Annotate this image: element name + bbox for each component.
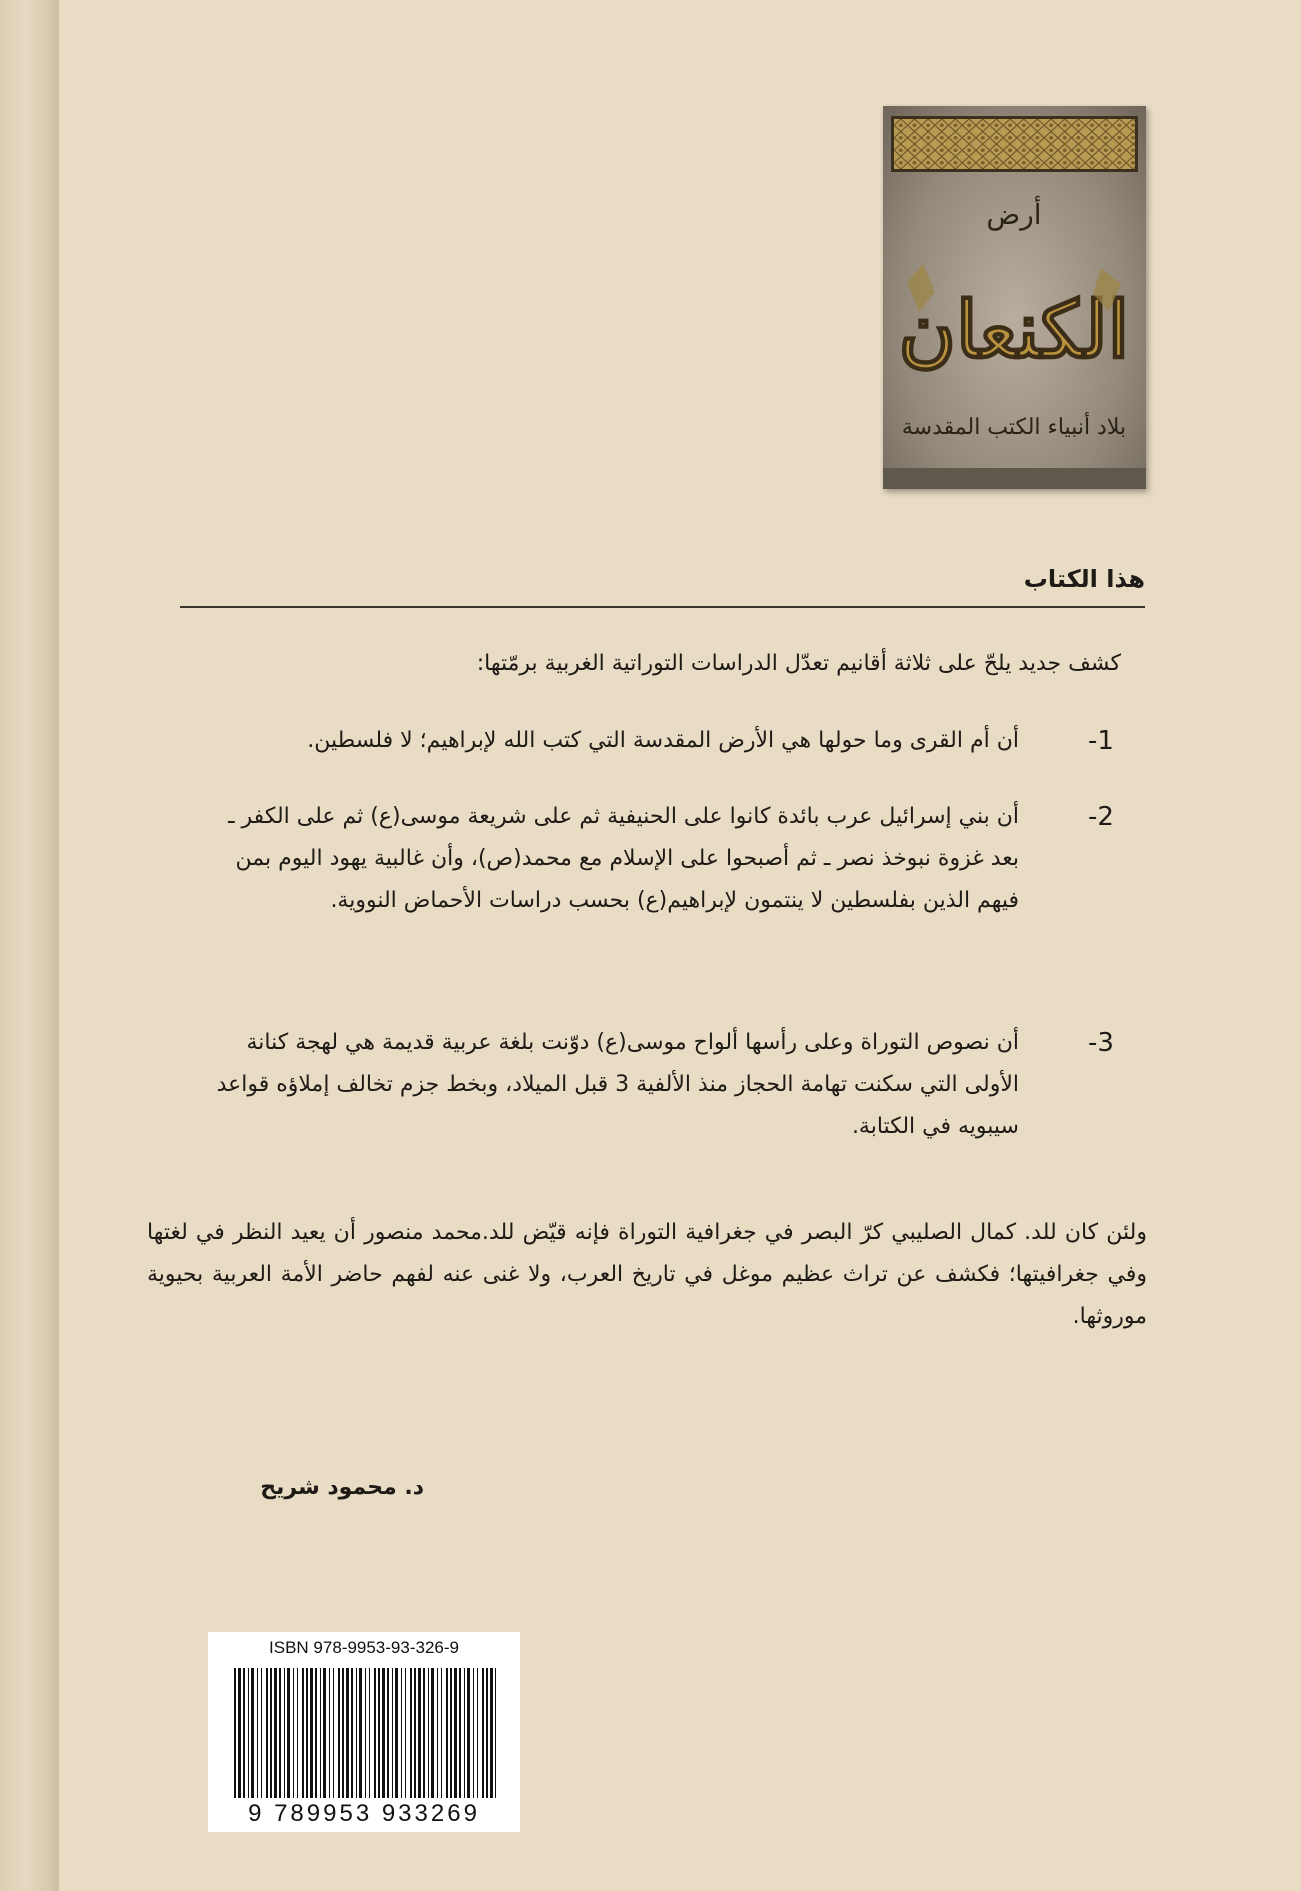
barcode-stripe — [274, 1668, 277, 1798]
cover-subtitle: بلاد أنبياء الكتب المقدسة — [901, 415, 1127, 440]
intro-text: كشف جديد يلحّ على ثلاثة أقانيم تعدّل الدراسات التوراتية الغربية برمّتها: — [476, 651, 1121, 676]
barcode-stripe — [410, 1668, 412, 1798]
section-heading: هذا الكتاب — [1023, 565, 1145, 593]
barcode-stripe — [279, 1668, 281, 1798]
cover-title-main: الكنعان — [898, 285, 1130, 376]
barcode-stripe — [266, 1668, 268, 1798]
cover-thumbnail — [883, 106, 1146, 489]
barcode-stripe — [234, 1668, 236, 1798]
barcode-stripe — [287, 1668, 290, 1798]
item-number-2: -2 — [1088, 802, 1114, 832]
barcode-stripe — [243, 1668, 245, 1798]
barcode-stripe — [329, 1668, 330, 1798]
barcode-digits: 9 789953 933269 — [248, 1800, 480, 1827]
barcode-stripe — [392, 1668, 393, 1798]
barcode-stripe — [378, 1668, 380, 1798]
barcode-stripe — [338, 1668, 340, 1798]
barcode-stripe — [477, 1668, 478, 1798]
barcode-bars — [234, 1668, 496, 1798]
barcode-stripe — [467, 1668, 470, 1798]
barcode-stripe — [482, 1668, 484, 1798]
barcode-stripe — [395, 1668, 398, 1798]
barcode-stripe — [405, 1668, 406, 1798]
barcode-stripe — [251, 1668, 254, 1798]
cover-title-small: أرض — [986, 198, 1042, 231]
barcode-stripe — [369, 1668, 370, 1798]
barcode-stripe — [387, 1668, 389, 1798]
barcode-stripe — [464, 1668, 465, 1798]
item-number-1: -1 — [1088, 726, 1114, 756]
barcode-stripe — [441, 1668, 442, 1798]
barcode-stripe — [356, 1668, 357, 1798]
ornamental-band — [891, 116, 1138, 172]
item-text-3: أن نصوص التوراة وعلى رأسها ألواح موسى(ع) دوّنت بلغة عربية قديمة هي لهجة كنانة الأولى التي سكنت تهامة الحجاز منذ الألفية 3 قبل الميلاد، وبخط جزم تخالف إملاؤه قواعد سيبويه في الكتابة. — [216, 1030, 1019, 1139]
barcode-stripe — [437, 1668, 438, 1798]
item-text-2: أن بني إسرائيل عرب بائدة كانوا على الحنيفية ثم على شريعة موسى(ع) ثم على الكفر ـ بعد غزوة نبوخذ نصر ـ ثم أصبحوا على الإسلام مع محمد(ص)، وأن غالبية يهود اليوم بمن فيهم الذين بفلسطين لا ينتمون لإبراهيم(ع) بحسب دراسات الأحماض النووية. — [228, 804, 1019, 913]
barcode-stripe — [401, 1668, 402, 1798]
barcode-stripe — [257, 1668, 258, 1798]
barcode-stripe — [238, 1668, 241, 1798]
barcode-stripe — [495, 1668, 496, 1798]
barcode-stripe — [374, 1668, 376, 1798]
barcode-stripe — [365, 1668, 366, 1798]
barcode-stripe — [346, 1668, 349, 1798]
barcode-stripe — [486, 1668, 488, 1798]
barcode-stripe — [306, 1668, 308, 1798]
barcode-stripe — [454, 1668, 457, 1798]
barcode-stripe — [342, 1668, 344, 1798]
barcode-stripe — [320, 1668, 321, 1798]
barcode-stripe — [333, 1668, 334, 1798]
heading-underline — [180, 606, 1145, 608]
barcode-stripe — [261, 1668, 262, 1798]
barcode-stripe — [459, 1668, 461, 1798]
item-text-1: أن أم القرى وما حولها هي الأرض المقدسة التي كتب الله لإبراهيم؛ لا فلسطين. — [307, 728, 1019, 753]
barcode-stripe — [302, 1668, 304, 1798]
barcode-stripe — [446, 1668, 448, 1798]
barcode-panel — [208, 1632, 520, 1832]
barcode-stripe — [270, 1668, 272, 1798]
barcode-stripe — [248, 1668, 249, 1798]
barcode-stripe — [382, 1668, 385, 1798]
book-spine-edge — [0, 0, 59, 1891]
barcode-stripe — [293, 1668, 294, 1798]
barcode-stripe — [423, 1668, 425, 1798]
barcode-stripe — [284, 1668, 285, 1798]
barcode-stripe — [297, 1668, 298, 1798]
cover-calligraphy — [883, 172, 1146, 489]
closing-paragraph: ولئن كان للد. كمال الصليبي كرّ البصر في جغرافية التوراة فإنه قيّض للد.محمد منصور أن يعيد النظر في لغتها وفي جغرافيتها؛ فكشف عن تراث عظيم موغل في تاريخ العرب، ولا غنى عنه لفهم حاضر الأمة العربية بحيوية موروثها. — [147, 1220, 1147, 1329]
barcode-stripe — [490, 1668, 493, 1798]
barcode-stripe — [414, 1668, 416, 1798]
barcode-stripe — [431, 1668, 434, 1798]
barcode-stripe — [450, 1668, 452, 1798]
item-number-3: -3 — [1088, 1028, 1114, 1058]
barcode-stripe — [315, 1668, 317, 1798]
barcode-stripe — [359, 1668, 362, 1798]
barcode-stripe — [418, 1668, 421, 1798]
author-signature: د. محمود شريح — [260, 1475, 424, 1500]
barcode-stripe — [473, 1668, 474, 1798]
barcode-stripe — [323, 1668, 326, 1798]
barcode-stripe — [310, 1668, 313, 1798]
isbn-label: ISBN 978-9953-93-326-9 — [269, 1638, 459, 1657]
barcode-stripe — [351, 1668, 353, 1798]
barcode-stripe — [428, 1668, 429, 1798]
